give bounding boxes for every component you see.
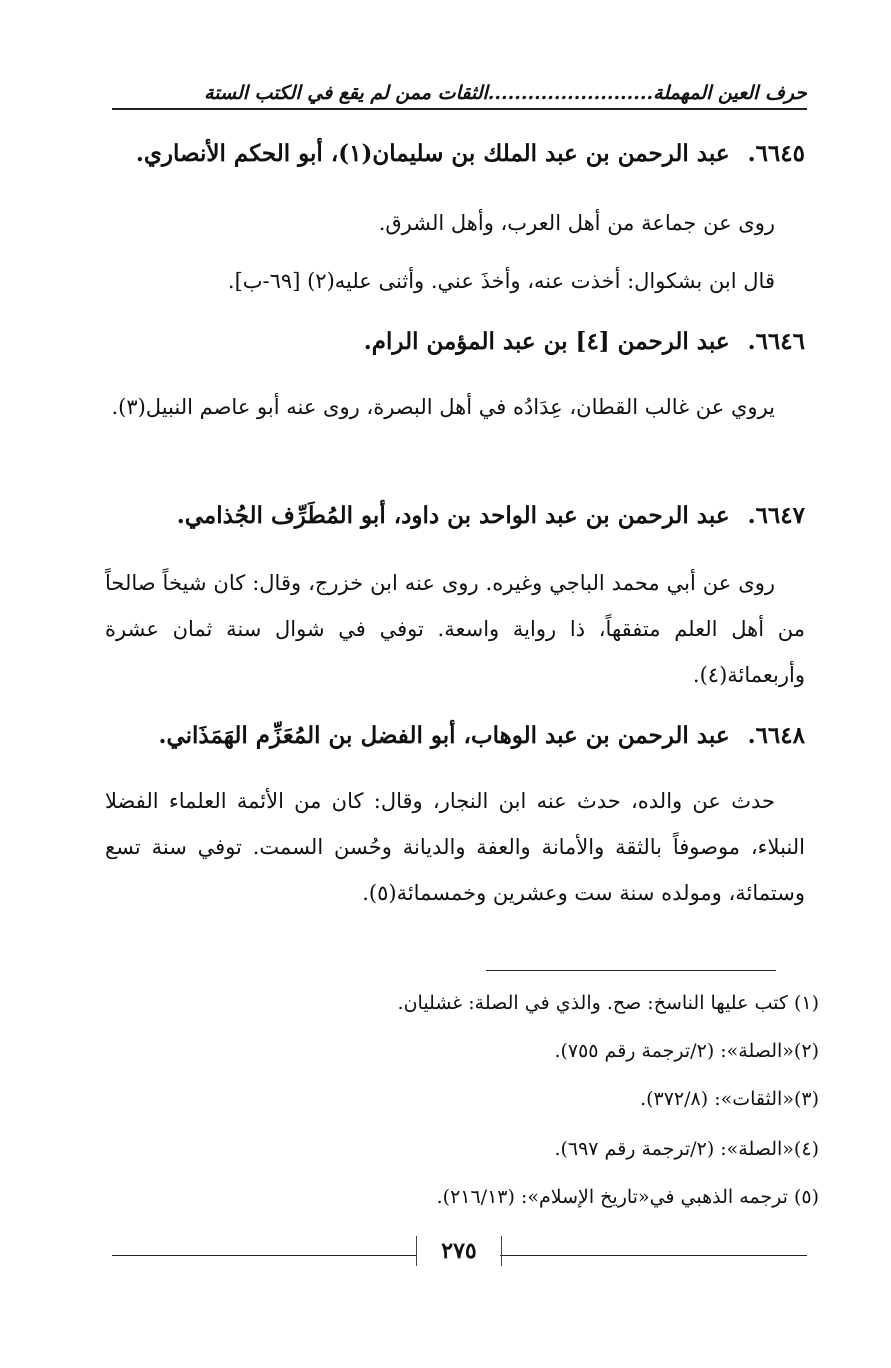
entry-name: عبد الرحمن [٤] بن عبد المؤمن الرام.: [363, 328, 730, 355]
entry-number: ٦٦٤٨.: [747, 722, 805, 749]
running-header: حرف العين المهملة.........................الثقات ممن لم يقع في الكتب الستة: [112, 82, 807, 110]
entry-title: [105, 328, 805, 355]
footnote: (١) كتب عليها الناسخ: صح. والذي في الصلة: غشليان.: [397, 992, 819, 1014]
footnote: (٢)«الصلة»: (٢/ترجمة رقم ٧٥٥).: [554, 1040, 819, 1062]
entry-title: [105, 140, 805, 167]
footer-rule-left: [112, 1255, 416, 1256]
entry-title: [105, 722, 805, 749]
page-number: ٢٧٥: [416, 1236, 502, 1266]
entry-name: عبد الرحمن بن عبد الملك بن سليمان(١)، أبو الحكم الأنصاري.: [135, 140, 730, 167]
entry-paragraph: روى عن جماعة من أهل العرب، وأهل الشرق.: [378, 211, 775, 235]
entry-paragraph: يروي عن غالب القطان، عِدَادُه في أهل البصرة، روى عنه أبو عاصم النبيل(٣).: [111, 395, 775, 419]
entry-number: ٦٦٤٧.: [747, 502, 805, 529]
entry-name: عبد الرحمن بن عبد الوهاب، أبو الفضل بن المُعَزِّم الهَمَذَاني.: [158, 722, 730, 749]
entry-name: عبد الرحمن بن عبد الواحد بن داود، أبو المُطَرِّف الجُذامي.: [176, 502, 730, 529]
footnote: (٣)«الثقات»: (٣٧٢/٨).: [640, 1088, 819, 1110]
footnote: (٤)«الصلة»: (٢/ترجمة رقم ٦٩٧).: [554, 1138, 819, 1160]
entry-paragraph: حدث عن والده، حدث عنه ابن النجار، وقال: كان من الأئمة العلماء الفضلا النبلاء، موصوفاً بالثقة والأمانة والعفة والديانة وحُسن السمت. توفي سنة تسع وستمائة، ومولده سنة ست وعشرين وخمسمائة(٥).: [105, 789, 805, 905]
entry-number: ٦٦٤٥.: [747, 140, 805, 167]
footnote: (٥) ترجمه الذهبي في«تاريخ الإسلام»: (٢١٦/١٣).: [436, 1186, 819, 1208]
entry-title: [105, 502, 805, 529]
entry-paragraph: روى عن أبي محمد الباجي وغيره. روى عنه ابن خزرج، وقال: كان شيخاً صالحاً من أهل العلم متفقهاً، ذا رواية واسعة. توفي في شوال سنة ثمان عشرة وأربعمائة(٤).: [105, 571, 805, 687]
footnote-divider: [486, 970, 776, 971]
footer-rule-right: [500, 1255, 807, 1256]
entry-paragraph: قال ابن بشكوال: أخذت عنه، وأخذَ عني. وأثنى عليه(٢) [٦٩-ب].: [227, 269, 775, 293]
entry-number: ٦٦٤٦.: [747, 328, 805, 355]
